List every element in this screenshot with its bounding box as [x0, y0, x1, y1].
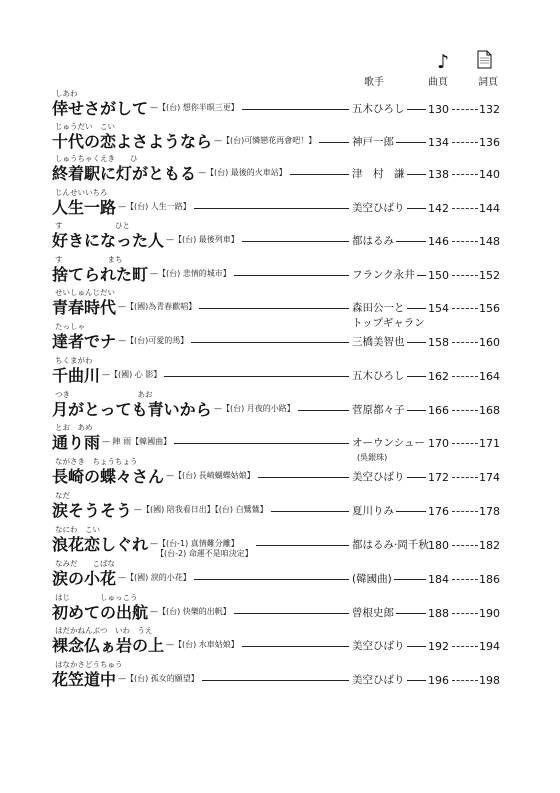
title-leader-line [234, 613, 349, 614]
title-furigana: じゅうだい こい [55, 122, 115, 131]
page-range-dashes [452, 275, 478, 276]
song-page-number: 146 [428, 235, 449, 248]
subtitle-text: —【(台) 快樂的出帆】 [150, 607, 231, 616]
song-page-column-label: 曲頁 [428, 77, 448, 88]
title-furigana: す まち [55, 255, 123, 264]
song-page-number: 184 [428, 573, 449, 586]
lyric-page-number: 171 [479, 437, 500, 450]
lyric-page-column-label: 詞頁 [478, 77, 498, 88]
title-leader-line [174, 443, 349, 444]
column-header [0, 0, 560, 100]
subtitle-text: —【(台) 人生一路】 [118, 202, 191, 211]
title-leader-line [202, 680, 349, 681]
artist-leader-line [396, 241, 426, 242]
artist-leader-line [396, 613, 426, 614]
song-title: 人生一路 [52, 198, 117, 217]
title-furigana: ちくまがわ [55, 356, 93, 365]
subtitle-text: —【(台) 孤女的願望】 [118, 674, 199, 683]
subtitle-text: —【(台) 最後列車】 [166, 235, 239, 244]
lyric-page-number: 140 [479, 168, 500, 181]
lyric-page-number: 178 [479, 505, 500, 518]
title-furigana: せいしゅんじだい [55, 288, 115, 297]
lyric-page-number: 174 [479, 471, 500, 484]
song-entry [0, 221, 560, 251]
page-range-dashes [452, 308, 478, 309]
title-leader-line [234, 275, 349, 276]
artist-name-line2: トップギャラン [352, 317, 425, 329]
title-furigana: しあわ [55, 89, 78, 98]
song-entry [0, 660, 560, 690]
song-page-number: 192 [428, 640, 449, 653]
title-furigana: す ひと [55, 221, 130, 230]
subtitle-text: — 陣 雨【韓國曲】 [102, 437, 172, 446]
lyric-page-number: 132 [479, 103, 500, 116]
lyric-page-number: 160 [479, 336, 500, 349]
lyric-page-number: 152 [479, 269, 500, 282]
page-range-dashes [452, 680, 478, 681]
song-entry [0, 390, 560, 420]
song-entry [0, 122, 560, 152]
title-furigana: なみだ こばな [55, 559, 115, 568]
title-leader-line [199, 308, 349, 309]
song-entry [0, 356, 560, 386]
song-page-number: 142 [428, 202, 449, 215]
artist-name: 曾根史郎 [352, 607, 394, 619]
artist-leader-line [407, 109, 426, 110]
page-range-dashes [452, 646, 478, 647]
artist-leader-line [407, 376, 426, 377]
artist-leader-line [417, 275, 426, 276]
page-range-dashes [452, 477, 478, 478]
song-title: 達者でナ [52, 332, 117, 351]
lyric-page-number: 168 [479, 404, 500, 417]
subtitle-text: —【(國) 陪我看日出】【(台) 白鷺鷥】 [134, 505, 268, 514]
page-range-dashes [452, 142, 478, 143]
artist-name: 美空ひばり [352, 202, 405, 214]
lyric-page-number: 182 [479, 539, 500, 552]
title-furigana: はじ しゅっこう [55, 593, 138, 602]
artist-leader-line [407, 308, 426, 309]
lyric-page-number: 164 [479, 370, 500, 383]
subtitle-text: —【(國) 心 影】 [102, 370, 162, 379]
title-furigana: はだかねんぶつ いわ うえ [55, 626, 153, 635]
song-entry [0, 89, 560, 119]
artist-leader-line [407, 208, 426, 209]
song-title: 終着駅に灯がともる [52, 164, 197, 183]
song-entry [0, 491, 560, 521]
artist-name: 都はるみ [352, 235, 394, 247]
artist-note: (吳銀珠) [357, 453, 388, 462]
title-furigana: つき あお [55, 390, 153, 399]
song-title: 涙の小花 [52, 569, 117, 588]
song-title: 青春時代 [52, 298, 117, 317]
title-furigana: しゅうちゃくえき ひ [55, 154, 138, 163]
artist-leader-line [407, 342, 426, 343]
artist-name: 菅原都々子 [352, 404, 405, 416]
artist-leader-line [396, 511, 426, 512]
artist-name: 美空ひばり [352, 471, 405, 483]
artist-name: (韓國曲) [352, 573, 392, 585]
title-furigana: なだ [55, 491, 70, 500]
artist-name: 夏川りみ [352, 505, 394, 517]
subtitle-text: —【(台) 月夜的小路】 [214, 404, 295, 413]
title-furigana: たっしゃ [55, 322, 85, 331]
page-range-dashes [452, 410, 478, 411]
song-page-number: 196 [428, 674, 449, 687]
title-leader-line [194, 208, 349, 209]
lyric-page-number: 156 [479, 302, 500, 315]
title-leader-line [242, 646, 349, 647]
page-range-dashes [452, 613, 478, 614]
lyric-page-number: 136 [479, 136, 500, 149]
song-page-number: 130 [428, 103, 449, 116]
artist-name: 三橋美智也 [352, 336, 405, 348]
artist-name: 美空ひばり [352, 640, 405, 652]
artist-name: オーウンシュー [352, 437, 426, 449]
subtitle-text: —【(台) 想你半暝三更】 [150, 103, 239, 112]
page-range-dashes [452, 511, 478, 512]
title-leader-line [256, 545, 349, 546]
song-page-number: 180 [428, 539, 449, 552]
page-range-dashes [452, 545, 478, 546]
lyric-page-number: 190 [479, 607, 500, 620]
artist-leader-line [407, 680, 426, 681]
title-leader-line [242, 109, 349, 110]
song-page-number: 176 [428, 505, 449, 518]
song-page-number: 158 [428, 336, 449, 349]
song-entry [0, 525, 560, 558]
subtitle-text: —【(台) 悲情的城市】 [150, 269, 231, 278]
document-icon [477, 50, 492, 69]
title-leader-line [258, 477, 349, 478]
subtitle-text: —【(台) 最後的火車站】 [198, 168, 287, 177]
subtitle-text: —【(台-1) 真情難分離】 [150, 539, 239, 548]
page-range-dashes [452, 376, 478, 377]
subtitle-text: —【(台)可憐戀花再會吧！】 [214, 136, 317, 145]
page-range-dashes [452, 579, 478, 580]
artist-leader-line [394, 579, 426, 580]
lyric-page-number: 144 [479, 202, 500, 215]
page-range-dashes [452, 241, 478, 242]
song-page-number: 188 [428, 607, 449, 620]
music-note-icon: ♪ [437, 51, 450, 73]
song-title: 花笠道中 [52, 670, 117, 689]
song-title: 長崎の蝶々さん [52, 467, 165, 486]
artist-leader-line [407, 174, 426, 175]
song-title: 捨てられた町 [52, 265, 149, 284]
artist-leader-line [396, 142, 426, 143]
artist-column-label: 歌手 [364, 77, 384, 88]
song-entry [0, 322, 560, 352]
song-page-number: 170 [428, 437, 449, 450]
song-title: 倖せさがして [52, 99, 149, 118]
song-page-number: 154 [428, 302, 449, 315]
artist-name: 五木ひろし [352, 103, 405, 115]
page-range-dashes [452, 342, 478, 343]
title-leader-line [298, 410, 349, 411]
song-page-number: 134 [428, 136, 449, 149]
artist-name: 五木ひろし [352, 370, 405, 382]
lyric-page-number: 186 [479, 573, 500, 586]
title-leader-line [290, 174, 349, 175]
subtitle-text: —【(國)為青春歡唱】 [118, 302, 197, 311]
song-page-number: 162 [428, 370, 449, 383]
subtitle-text: —【(台) 水車姑娘】 [166, 640, 239, 649]
song-entry [0, 626, 560, 656]
song-entry [0, 559, 560, 589]
song-title: 初めての出航 [52, 603, 149, 622]
song-page-number: 166 [428, 404, 449, 417]
page-range-dashes [452, 208, 478, 209]
title-leader-line [191, 342, 349, 343]
song-page-number: 150 [428, 269, 449, 282]
title-furigana: はなかさどうちゅう [55, 660, 123, 669]
title-furigana: じんせいいちろ [55, 188, 108, 197]
song-page-number: 172 [428, 471, 449, 484]
song-title: 月がとっても青いから [52, 400, 212, 419]
song-entry [0, 255, 560, 285]
title-furigana: ながさき ちょうちょう [55, 457, 138, 466]
title-leader-line [194, 579, 349, 580]
song-title: 好きになった人 [52, 231, 165, 250]
title-leader-line [242, 241, 349, 242]
artist-name: フランク永井 [352, 269, 415, 281]
song-title: 千曲川 [52, 366, 101, 385]
page-range-dashes [452, 174, 478, 175]
song-entry [0, 457, 560, 487]
song-title: 裸念仏ぁ岩の上 [52, 636, 165, 655]
artist-leader-line [407, 410, 426, 411]
subtitle-text: —【(台) 長崎蝴蝶姑娘】 [166, 471, 255, 480]
title-leader-line [164, 376, 349, 377]
subtitle-text: —【(台)可愛的馬】 [118, 336, 189, 345]
artist-name: 都はるみ·岡千秋 [352, 539, 429, 551]
song-entry [0, 593, 560, 623]
artist-leader-line [407, 646, 426, 647]
title-leader-line [271, 511, 349, 512]
title-leader-line [319, 142, 349, 143]
song-entry [0, 188, 560, 218]
song-page-number: 138 [428, 168, 449, 181]
title-furigana: なにわ こい [55, 525, 100, 534]
artist-name: 美空ひばり [352, 674, 405, 686]
title-furigana: とお あめ [55, 423, 93, 432]
song-title: 浪花恋しぐれ [52, 535, 149, 554]
artist-name: 森田公一と [352, 302, 405, 314]
subtitle-text: —【(國) 淚的小花】 [118, 573, 191, 582]
page-range-dashes [452, 109, 478, 110]
song-title: 十代の恋よさようなら [52, 132, 213, 151]
artist-leader-line [407, 477, 426, 478]
page-range-dashes [452, 443, 478, 444]
song-title: 通り雨 [52, 433, 101, 452]
artist-name: 津 村 謙 [352, 168, 405, 180]
song-title: 涙そうそう [52, 501, 133, 520]
artist-name: 神戸一郎 [352, 136, 394, 148]
song-entry [0, 154, 560, 184]
lyric-page-number: 194 [479, 640, 500, 653]
lyric-page-number: 198 [479, 674, 500, 687]
subtitle-text-2: 【(台-2) 命運不是咱決定】 [156, 549, 253, 558]
lyric-page-number: 148 [479, 235, 500, 248]
